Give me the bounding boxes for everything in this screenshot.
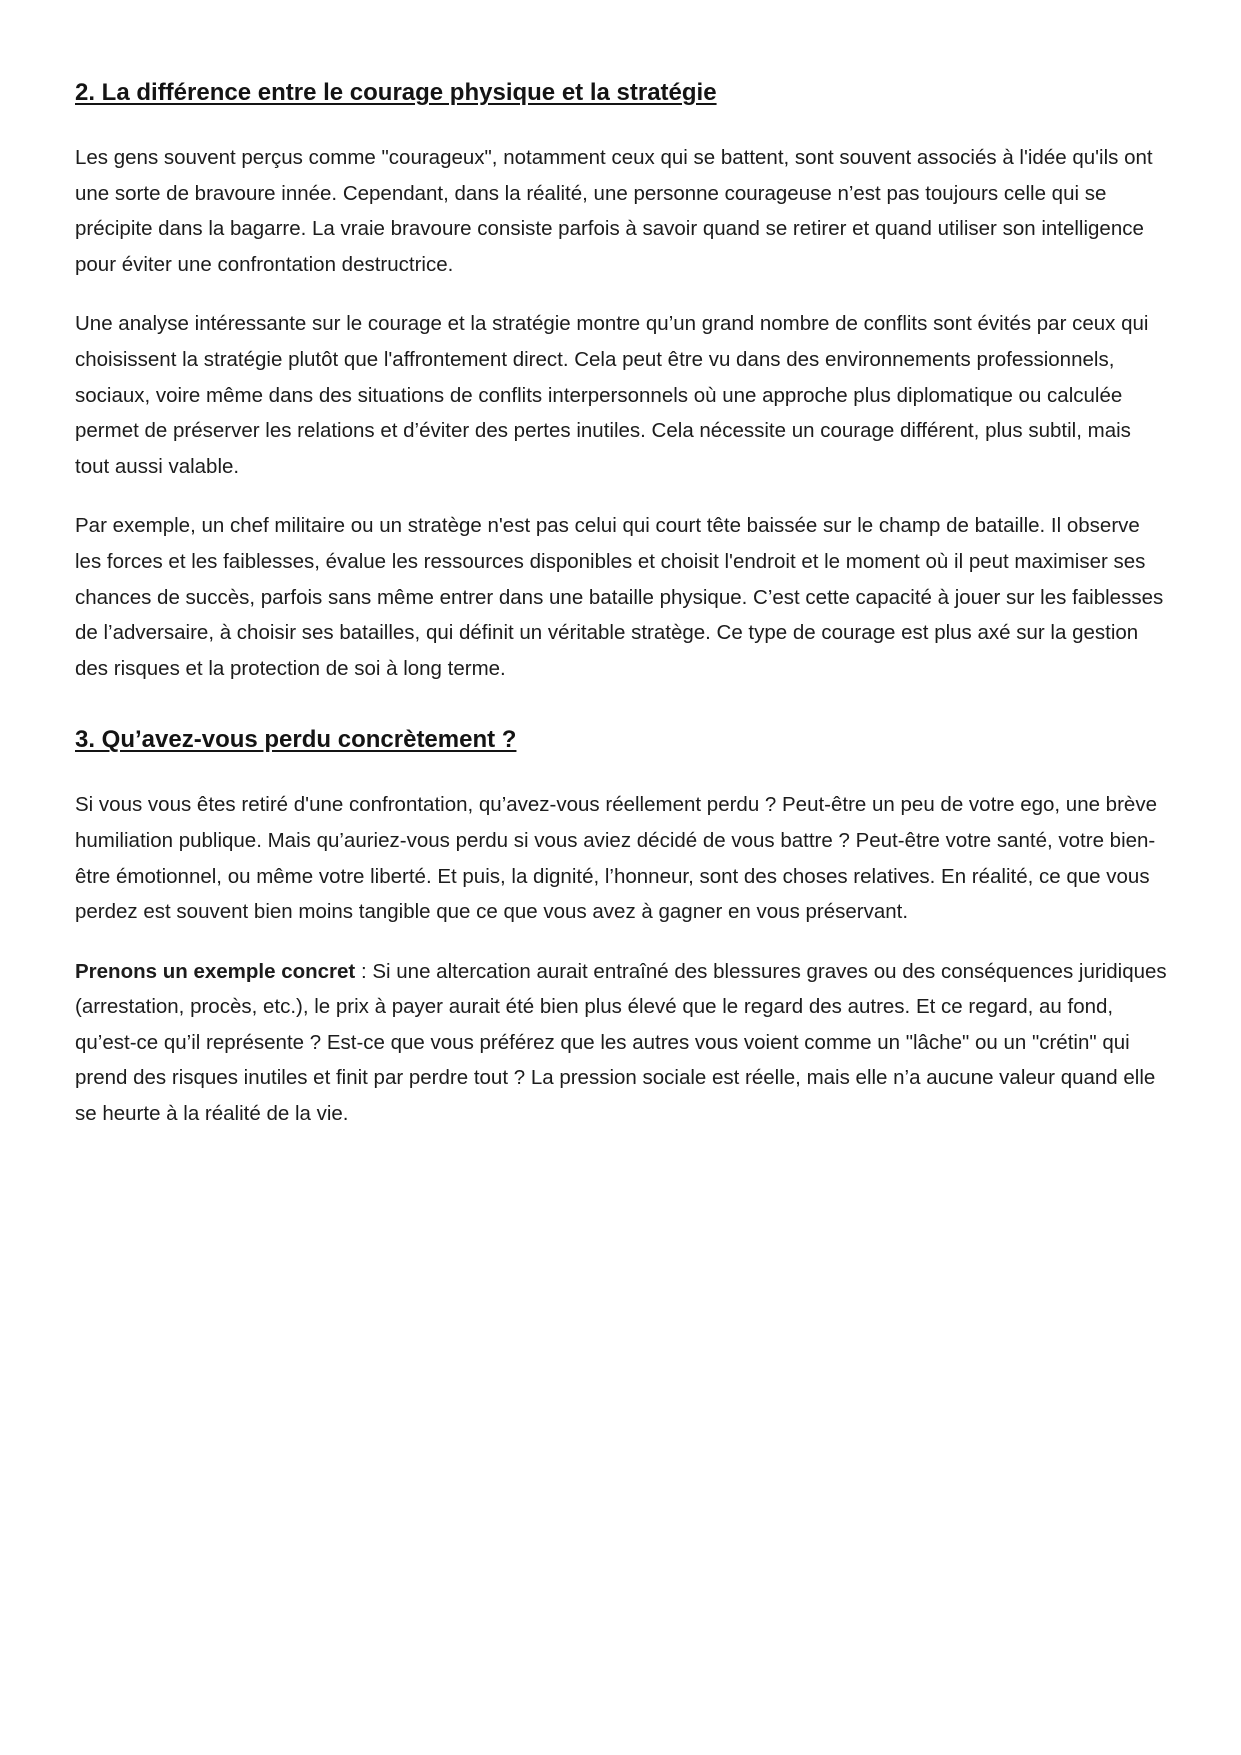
section-2-paragraph-1: Les gens souvent perçus comme "courageux", notamment ceux qui se battent, sont souvent associés à l'idée qu'ils ont une sorte de bravoure innée. Cependant, dans la réalité, une personne courageuse n’est pas toujours celle qui se précipite dans la bagarre. La vraie bravoure consiste parfois à savoir quand se retirer et quand utiliser son intelligence pour éviter une confrontation destructrice. (75, 146, 1153, 276)
section-3-paragraph-2 (75, 954, 1170, 1132)
example-label: Prenons un exemple concret (75, 959, 356, 983)
section-3-paragraph-1: Si vous vous êtes retiré d'une confrontation, qu’avez-vous réellement perdu ? Peut-être un peu de votre ego, une brève humiliation publique. Mais qu’auriez-vous perdu si vous aviez décidé de vous battre ? Peut-être votre santé, votre bien-être émotionnel, ou même votre liberté. Et puis, la dignité, l’honneur, sont des choses relatives. En réalité, ce que vous perdez est souvent bien moins tangible que ce que vous avez à gagner en vous préservant. (75, 793, 1157, 924)
section-2-paragraph-3: Par exemple, un chef militaire ou un stratège n'est pas celui qui court tête baissée sur le champ de bataille. Il observe les forces et les faiblesses, évalue les ressources disponibles et choisit l'endroit et le moment où il peut maximiser ses chances de succès, parfois sans même entrer dans une bataille physique. C’est cette capacité à jouer sur les faiblesses de l’adversaire, à choisir ses batailles, qui définit un véritable stratège. Ce type de courage est plus axé sur la gestion des risques et la protection de soi à long terme. (75, 514, 1164, 680)
section-2-heading: 2. La différence entre le courage physique et la stratégie (75, 79, 717, 106)
section-2-paragraph-2: Une analyse intéressante sur le courage et la stratégie montre qu’un grand nombre de conflits sont évités par ceux qui choisissent la stratégie plutôt que l'affrontement direct. Cela peut être vu dans des environnements professionnels, sociaux, voire même dans des situations de conflits interpersonnels où une approche plus diplomatique ou calculée permet de préserver les relations et d’éviter des pertes inutiles. Cela nécessite un courage différent, plus subtil, mais tout aussi valable. (75, 312, 1149, 478)
document-content (75, 75, 1170, 1132)
section-3-heading: 3. Qu’avez-vous perdu concrètement ? (75, 726, 517, 754)
example-text: : Si une altercation aurait entraîné des blessures graves ou des conséquences juridiques (arrestation, procès, etc.), le prix à payer aurait été bien plus élevé que le regard des autres. Et ce regard, au fond, qu’est-ce qu’il représente ? Est-ce que vous préférez que les autres vous voient comme un "lâche" ou un "crétin" qui prend des risques inutiles et finit par perdre tout ? La pression sociale est réelle, mais elle n’a aucune valeur quand elle se heurte à la réalité de la vie. (75, 959, 1167, 1126)
